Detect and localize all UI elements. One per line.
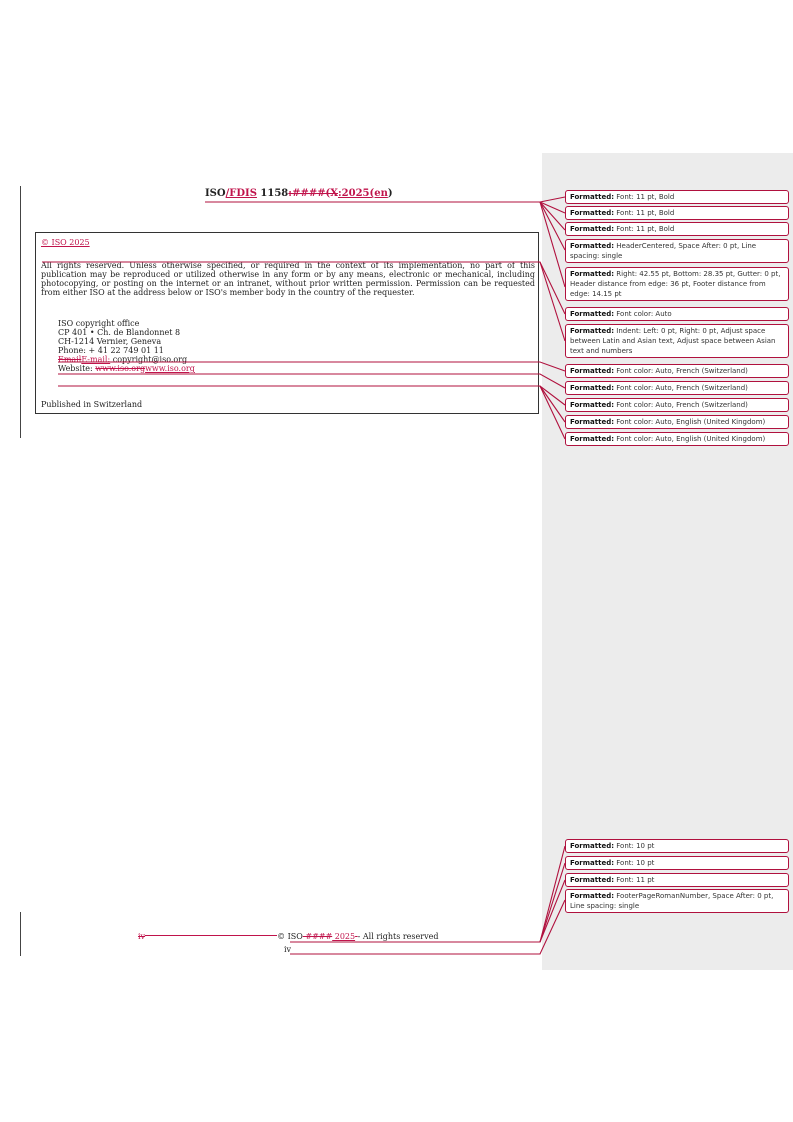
header-number: 1158 [256,188,289,199]
comment-text: HeaderCentered, Space After: 0 pt, Line spacing: single [570,242,757,260]
website-link[interactable]: www.iso.org [145,364,195,373]
comment-text: Right: 42.55 pt, Bottom: 28.35 pt, Gutter: 0 pt, Header distance from edge: 36 pt, Footer distance from edge: 14.15 pt [570,270,781,298]
formatting-comment[interactable] [565,889,789,913]
office-address-2: CH-1214 Vernier, Geneva [58,337,162,346]
formatting-comment[interactable] [565,856,789,870]
footer-page-deleted: iv [138,932,146,941]
comment-label: Formatted: [570,242,615,250]
header-close: ) [387,188,393,199]
comment-label: Formatted: [570,310,615,318]
formatting-comment[interactable] [565,206,789,220]
office-address-1: CP 401 • Ch. de Blandonnet 8 [58,328,181,337]
comment-text: Font: 10 pt [614,859,655,867]
header-deleted: :####(X [288,188,338,199]
website-label: Website: [58,364,96,373]
formatting-comment[interactable] [565,381,789,395]
comment-text: Font color: Auto, French (Switzerland) [614,384,748,392]
footer-reserved: - All rights reserved [357,932,439,941]
comment-text: Font: 10 pt [614,842,655,850]
formatting-comment[interactable] [565,190,789,204]
footer-copyright: © ISO [277,932,303,941]
comment-text: Font color: Auto, English (United Kingdom) [614,435,766,443]
formatting-comment[interactable] [565,267,789,301]
published-note: Published in Switzerland [41,400,143,409]
formatting-comment[interactable] [565,324,789,358]
email-value: copyright@iso.org [110,355,188,364]
formatting-comment[interactable] [565,839,789,853]
comment-text: Font: 11 pt, Bold [614,193,675,201]
comment-label: Formatted: [570,384,615,392]
formatting-comment[interactable] [565,432,789,446]
copyright-paragraph: All rights reserved. Unless otherwise specified, or required in the context of its implementation, no part of this publication may be reproduced or utilized otherwise in any form or by any means, electronic or mechanical, including photocopying, or posting on the internet or an intranet, without prior written permission. Permission can be requested from either ISO at the address below or ISO's member body in the country of the requester. [41,261,535,297]
formatting-comment[interactable] [565,307,789,321]
comment-text: Font: 11 pt, Bold [614,209,675,217]
formatting-comment[interactable] [565,222,789,236]
comment-label: Formatted: [570,892,615,900]
comment-text: Indent: Left: 0 pt, Right: 0 pt, Adjust space between Latin and Asian text, Adjust space between Asian text and numbers [570,327,776,355]
comment-label: Formatted: [570,225,615,233]
footer-number-deleted: #### [302,932,333,941]
comment-text: Font color: Auto [614,310,672,318]
office-phone: Phone: + 41 22 749 01 11 [58,346,164,355]
comment-label: Formatted: [570,193,615,201]
comment-text: FooterPageRomanNumber, Space After: 0 pt, Line spacing: single [570,892,774,910]
office-name: ISO copyright office [58,319,140,328]
email-inserted: E-mail: [81,355,111,364]
formatting-comment[interactable] [565,873,789,887]
comment-text: Font color: Auto, French (Switzerland) [614,367,748,375]
formatting-comment[interactable] [565,239,789,263]
footer-year-inserted: 2025 [332,932,356,941]
comment-text: Font color: Auto, French (Switzerland) [614,401,748,409]
header-iso: ISO [205,188,226,199]
comment-label: Formatted: [570,270,615,278]
header-fdis-insert: /FDIS [225,188,257,199]
comment-label: Formatted: [570,401,615,409]
comment-label: Formatted: [570,367,615,375]
copyright-title: © ISO 2025 [41,238,90,247]
comment-label: Formatted: [570,876,615,884]
footer-page-text: iv [284,945,292,954]
comment-label: Formatted: [570,418,615,426]
comment-label: Formatted: [570,435,615,443]
comment-label: Formatted: [570,209,615,217]
comment-label: Formatted: [570,327,615,335]
formatting-comment[interactable] [565,364,789,378]
comment-label: Formatted: [570,842,615,850]
comment-label: Formatted: [570,859,615,867]
comment-text: Font color: Auto, English (United Kingdom) [614,418,766,426]
comment-text: Font: 11 pt [614,876,655,884]
formatting-comment[interactable] [565,415,789,429]
formatting-comment[interactable] [565,398,789,412]
header-year-insert: :2025(en [337,188,388,199]
website-deleted: www.iso.org [95,364,146,373]
email-deleted: Email [58,355,82,364]
comment-text: Font: 11 pt, Bold [614,225,675,233]
